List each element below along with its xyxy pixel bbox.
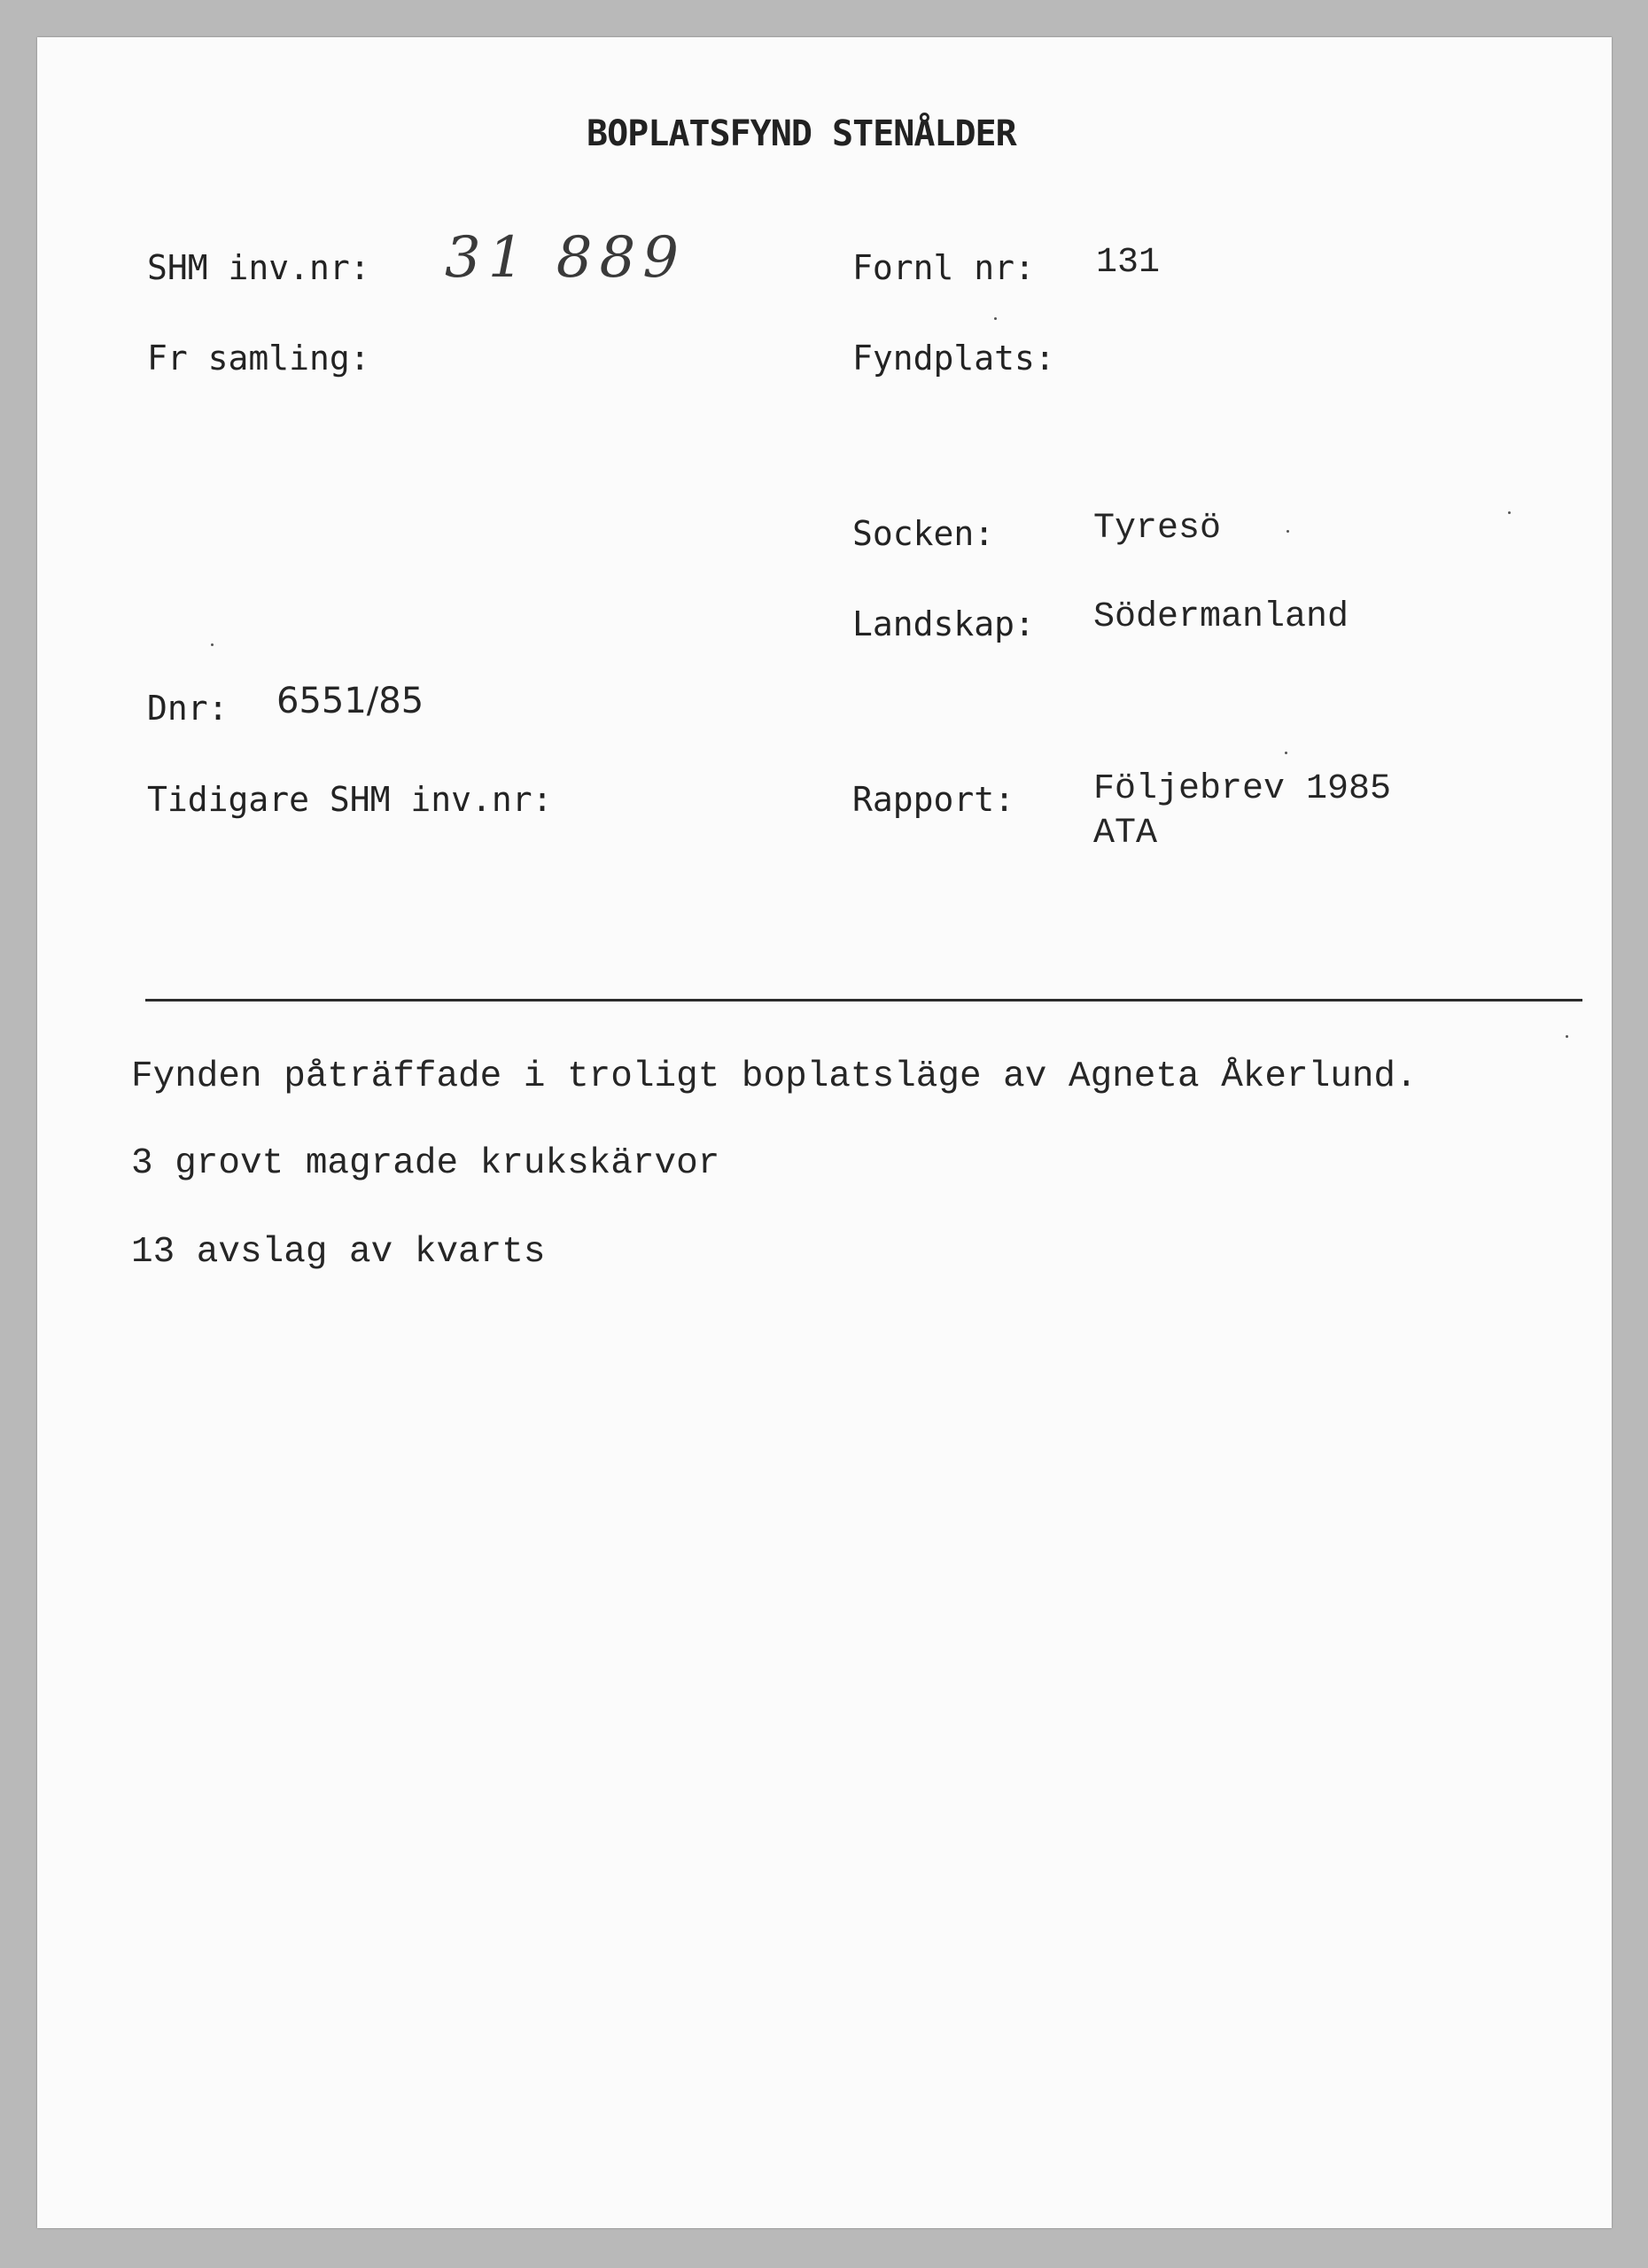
landskap-value: Södermanland bbox=[1093, 597, 1349, 637]
dnr-label: Dnr: bbox=[147, 689, 229, 728]
paper-speck bbox=[1287, 530, 1289, 533]
fornl-nr-label: Fornl nr: bbox=[852, 248, 1035, 287]
paper-speck bbox=[211, 643, 214, 646]
rapport-value-line2: ATA bbox=[1093, 814, 1158, 853]
paper-speck bbox=[1566, 1035, 1568, 1038]
rapport-value-line1: Följebrev 1985 bbox=[1093, 769, 1392, 809]
note-line-3: 13 avslag av kvarts bbox=[131, 1232, 546, 1273]
divider-line bbox=[145, 999, 1582, 1002]
rapport-label: Rapport: bbox=[852, 780, 1015, 819]
paper-speck bbox=[1285, 752, 1287, 754]
tidigare-shm-inv-nr-label: Tidigare SHM inv.nr: bbox=[147, 780, 553, 819]
fyndplats-label: Fyndplats: bbox=[852, 339, 1055, 378]
fornl-nr-value: 131 bbox=[1096, 243, 1161, 283]
socken-value: Tyresö bbox=[1093, 509, 1222, 549]
shm-inv-nr-label: SHM inv.nr: bbox=[147, 248, 370, 287]
landskap-label: Landskap: bbox=[852, 604, 1035, 643]
note-line-1: Fynden påträffade i troligt boplatsläge av Agneta Åkerlund. bbox=[131, 1056, 1418, 1097]
fr-samling-label: Fr samling: bbox=[147, 339, 370, 378]
catalog-card bbox=[37, 37, 1612, 2228]
dnr-value: 6551/85 bbox=[276, 681, 424, 721]
paper-speck bbox=[1508, 511, 1511, 514]
socken-label: Socken: bbox=[852, 514, 995, 553]
paper-speck bbox=[994, 317, 997, 320]
shm-inv-nr-value: 31 889 bbox=[445, 225, 686, 291]
note-line-2: 3 grovt magrade krukskärvor bbox=[131, 1143, 720, 1184]
card-title: BOPLATSFYND STENÅLDER bbox=[587, 113, 1016, 154]
